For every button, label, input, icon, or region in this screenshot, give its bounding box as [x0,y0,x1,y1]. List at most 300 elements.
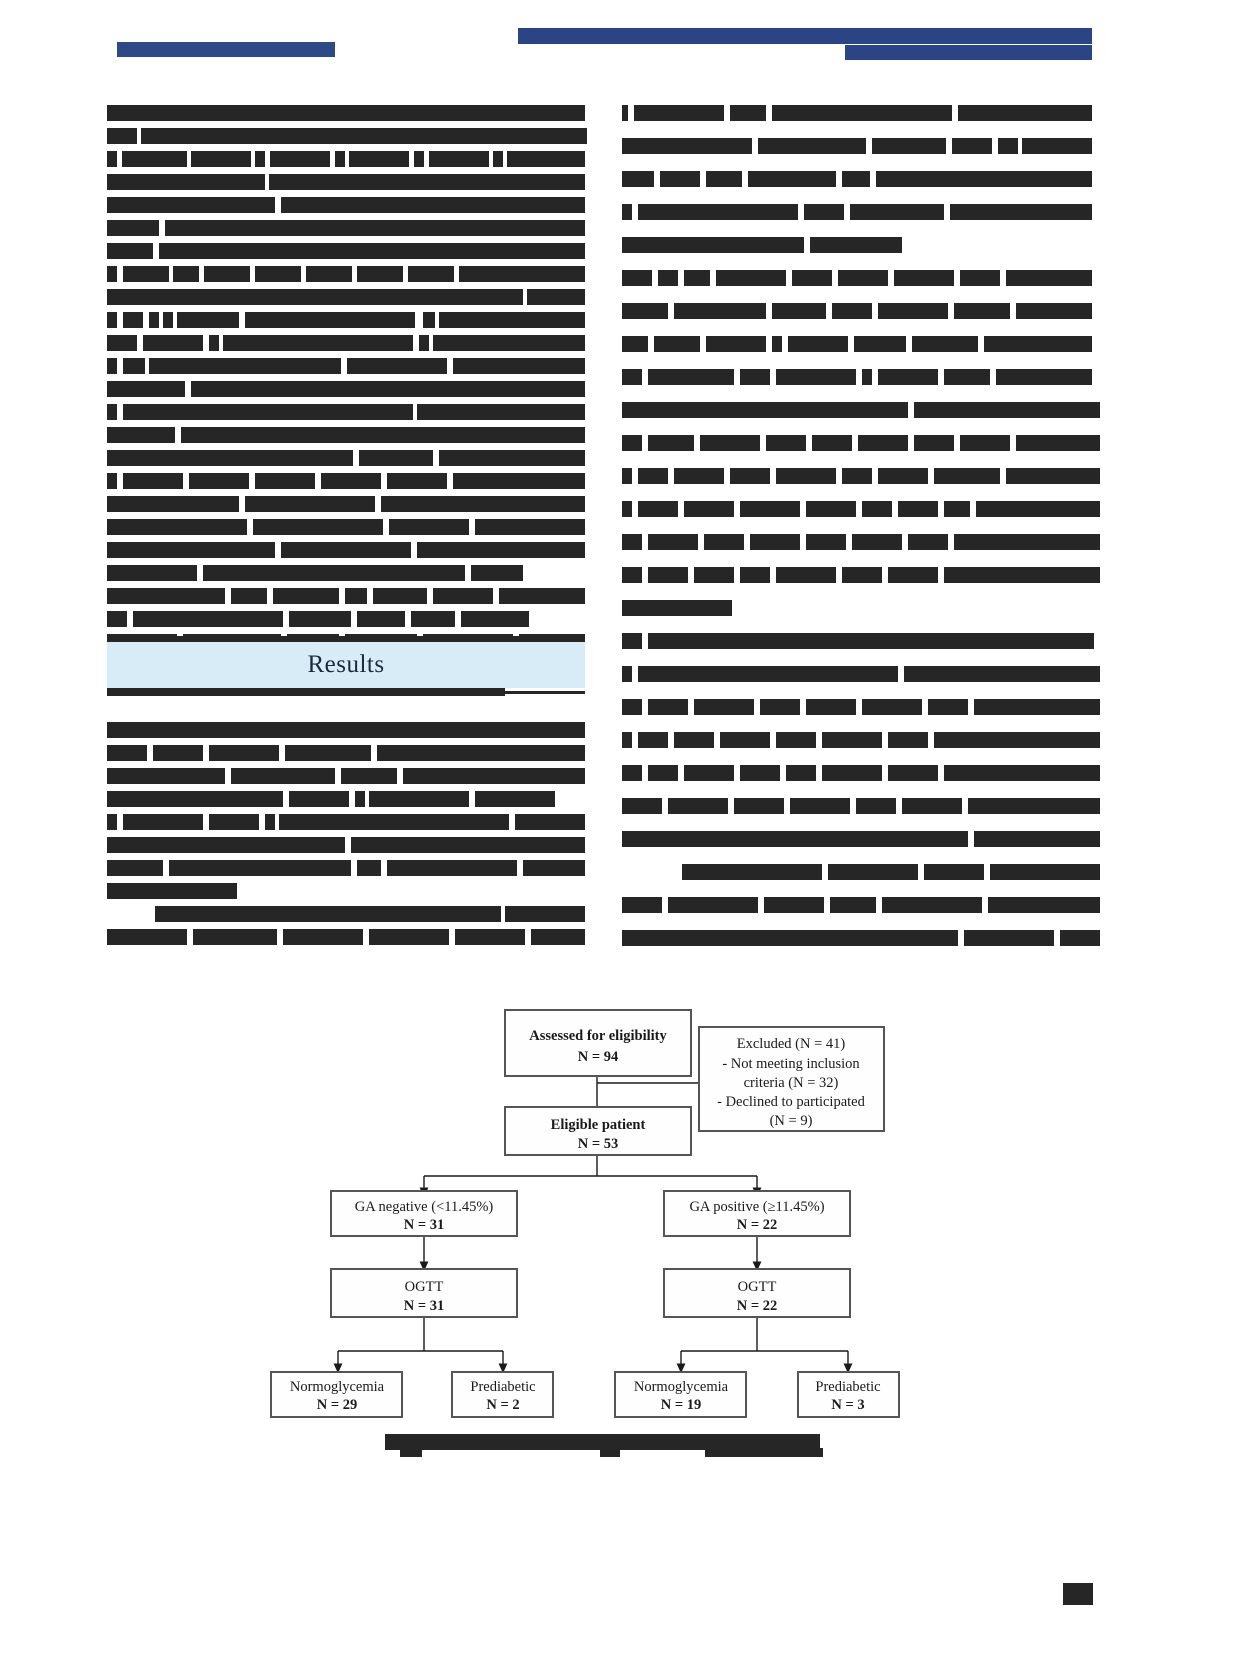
redaction-bar [204,266,250,282]
redaction-bar [888,567,938,583]
redaction-bar [878,369,938,385]
redaction-bar [1016,435,1100,451]
redaction-bar [191,151,251,167]
redaction-bar [684,270,710,286]
redaction-bar [173,266,199,282]
redaction-bar [658,270,678,286]
patient-flow-diagram [0,995,1240,1495]
redaction-bar [660,171,700,187]
redaction-bar [107,151,117,167]
redaction-bar [123,473,183,489]
redaction-bar [684,501,734,517]
redaction-bar [475,791,555,807]
redaction-bar [345,588,367,604]
redacted-text-line [622,501,1100,517]
redaction-bar [285,745,371,761]
redaction-bar [107,496,239,512]
redaction-bar [694,699,754,715]
redaction-bar [107,312,117,328]
redacted-text-line [107,266,585,282]
redaction-bar [269,174,585,190]
redaction-bar [740,567,770,583]
redaction-bar [107,722,585,738]
redaction-bar [998,138,1018,154]
redacted-text-line [622,468,1100,484]
redaction-bar [189,473,249,489]
redaction-bar [750,534,800,550]
redaction-bar [674,303,766,319]
ga-positive-line2: N = 22 [736,1217,778,1233]
redacted-text-line [107,151,585,167]
redacted-text-line [622,567,1100,583]
redacted-text-line [622,534,1100,550]
redaction-bar [705,1448,823,1457]
redaction-bar [255,473,315,489]
redaction-bar [988,897,1100,913]
redaction-bar [107,335,137,351]
redaction-bar [417,404,585,420]
redaction-bar [107,381,185,397]
redaction-bar [764,897,824,913]
redaction-bar [974,831,1100,847]
redaction-bar [123,312,143,328]
redaction-bar [359,450,433,466]
redaction-bar [878,468,928,484]
normo-right-line1: Normoglycemia [633,1379,729,1395]
redaction-bar [766,435,806,451]
redaction-bar [806,501,856,517]
redaction-bar [471,565,523,581]
redaction-bar [123,358,145,374]
ga-positive-line1: GA positive (≥11.45%) [689,1199,825,1215]
redaction-bar [193,929,277,945]
heading-rule-bottom [107,691,585,694]
redaction-bar [776,369,856,385]
redaction-bar [716,270,786,286]
redaction-bar [622,336,648,352]
redaction-bar [792,270,832,286]
redacted-text-line [107,427,585,443]
redaction-bar [419,335,429,351]
redacted-text-line [107,837,585,853]
redaction-bar [806,699,856,715]
redaction-bar [349,151,409,167]
redaction-bar [622,600,732,616]
redacted-text-line [107,174,585,190]
redaction-bar [387,473,447,489]
redaction-bar [107,588,225,604]
redaction-bar [674,732,714,748]
redacted-text-line [107,906,585,922]
excluded-line5: (N = 9) [769,1113,813,1129]
right-column [622,105,1100,975]
redaction-bar [904,666,1100,682]
redaction-bar [648,369,734,385]
redaction-bar [107,473,117,489]
redaction-bar [622,105,628,121]
redaction-bar [107,814,117,830]
pre-left-line2: N = 2 [486,1397,520,1413]
redaction-bar [958,105,1092,121]
redaction-bar [107,450,353,466]
redaction-bar [255,266,301,282]
redaction-bar [878,303,948,319]
redaction-bar [283,929,363,945]
redaction-bar [107,404,117,420]
redacted-text-line [622,699,1100,715]
redaction-bar [306,266,352,282]
redaction-bar [622,435,642,451]
redaction-bar [622,501,632,517]
redaction-bar [107,220,159,236]
redacted-text-line [622,402,1100,418]
redaction-bar [858,435,908,451]
figure-caption-redacted [0,1434,1240,1464]
redaction-bar [433,335,585,351]
redaction-bar [191,381,585,397]
flow-box-ga-negative [331,1191,517,1236]
redaction-bar [507,151,585,167]
redacted-text-line [622,765,1100,781]
ga-negative-line1: GA negative (<11.45%) [354,1199,494,1215]
redaction-bar [622,666,632,682]
redaction-bar [209,745,279,761]
redaction-bar [149,312,159,328]
redacted-text-line [622,633,1100,649]
redaction-bar [439,312,585,328]
redaction-bar [622,237,804,253]
redaction-bar [706,171,742,187]
redacted-text-line [622,237,1100,253]
redaction-bar [706,336,766,352]
redaction-bar [141,128,587,144]
redaction-bar [804,204,844,220]
redaction-bar [996,369,1092,385]
ogtt-left-line1: OGTT [404,1279,444,1295]
redaction-bar [960,435,1010,451]
redacted-text-line [622,864,1100,880]
redaction-bar [270,151,330,167]
redaction-bar [828,864,918,880]
redaction-bar [648,567,688,583]
redaction-bar [648,633,1094,649]
page-header [0,0,1240,78]
redacted-text-line [107,519,585,535]
redaction-bar [776,468,836,484]
redaction-bar [253,519,383,535]
redacted-text-line [107,243,585,259]
redaction-bar [974,699,1100,715]
redacted-text-line [107,722,585,738]
redaction-bar [357,266,403,282]
redaction-bar [638,666,898,682]
redaction-bar [842,468,872,484]
redaction-bar [638,204,798,220]
redaction-bar [203,565,465,581]
redaction-bar [351,837,585,853]
redaction-bar [944,369,990,385]
redaction-bar [279,814,509,830]
redaction-bar [952,138,992,154]
redaction-bar [321,473,381,489]
redaction-bar [622,402,908,418]
redacted-text-line [107,197,585,213]
redacted-text-line [622,930,1100,946]
redaction-bar [694,567,734,583]
redaction-bar [107,542,275,558]
redaction-bar [453,473,585,489]
eligible-line2: N = 53 [577,1136,619,1152]
assessed-line1: Assessed for eligibility [529,1028,667,1044]
redacted-text-line [107,860,585,876]
redaction-bar [648,765,678,781]
redacted-text-line [107,814,585,830]
redacted-text-line [107,496,585,512]
normo-right-line2: N = 19 [660,1397,702,1413]
redaction-bar [622,369,642,385]
redaction-bar [944,501,970,517]
redaction-bar [888,732,928,748]
redaction-bar [107,768,225,784]
redaction-bar [163,312,173,328]
excluded-line3: criteria (N = 32) [743,1075,839,1091]
redaction-bar [1016,303,1092,319]
redaction-bar [107,427,175,443]
redaction-bar [423,312,435,328]
redaction-bar [622,171,654,187]
header-left-citation-redacted [117,42,335,57]
redaction-bar [622,468,632,484]
normo-left-line1: Normoglycemia [289,1379,385,1395]
redaction-bar [123,266,169,282]
redaction-bar [882,897,982,913]
redaction-bar [475,519,585,535]
redaction-bar [149,358,341,374]
redaction-bar [414,151,424,167]
redacted-text-line [622,369,1100,385]
redacted-text-line [107,473,585,489]
redaction-bar [912,336,978,352]
redaction-bar [377,745,585,761]
redaction-bar [934,468,1000,484]
redaction-bar [634,105,724,121]
redaction-bar [143,335,203,351]
header-journal-info-redacted [845,45,1092,60]
redaction-bar [369,929,449,945]
redaction-bar [523,860,585,876]
redaction-bar [872,138,946,154]
redaction-bar [107,358,117,374]
redacted-text-line [622,732,1100,748]
redaction-bar [730,468,770,484]
ogtt-right-line2: N = 22 [736,1298,778,1314]
redaction-bar [265,814,275,830]
redaction-bar [107,791,283,807]
redaction-bar [122,151,182,167]
redacted-text-line [107,542,585,558]
redaction-bar [682,864,822,880]
redaction-bar [888,765,938,781]
redaction-bar [245,312,415,328]
redaction-bar [776,732,816,748]
redaction-bar [648,534,698,550]
redaction-bar [123,404,413,420]
redaction-bar [704,534,744,550]
redacted-text-line [107,611,585,627]
redaction-bar [281,542,411,558]
redaction-bar [622,765,642,781]
redaction-bar [950,204,1092,220]
flow-box-prediabetic-left [452,1372,553,1417]
redaction-bar [960,270,1000,286]
redaction-bar [944,567,1100,583]
redacted-text-line [622,303,1100,319]
ogtt-left-line2: N = 31 [403,1298,445,1314]
redacted-text-line [107,289,585,305]
article-body [0,105,1240,975]
redaction-bar [862,501,892,517]
redaction-bar [748,171,836,187]
redaction-bar [898,501,938,517]
redaction-bar [411,611,455,627]
redaction-bar [403,768,585,784]
page-number-redacted [1063,1583,1093,1605]
redaction-bar [852,534,902,550]
redaction-bar [772,303,826,319]
redaction-bar [730,105,766,121]
redaction-bar [527,289,585,305]
redaction-bar [648,699,688,715]
redaction-bar [107,128,137,144]
ogtt-right-line1: OGTT [737,1279,777,1295]
redacted-text-line [622,897,1100,913]
header-article-title-redacted [518,28,1092,44]
redaction-bar [622,204,632,220]
redaction-bar [838,270,888,286]
redaction-bar [934,732,1100,748]
redaction-bar [622,897,662,913]
redaction-bar [772,105,952,121]
flow-box-ga-positive [664,1191,850,1236]
redaction-bar [289,611,351,627]
redaction-bar [894,270,954,286]
redaction-bar [830,897,876,913]
redaction-bar [668,798,728,814]
redaction-bar [776,567,836,583]
redaction-bar [1063,1583,1093,1605]
redaction-bar [914,402,1100,418]
redaction-bar [968,798,1100,814]
redacted-text-line [107,105,585,121]
redaction-bar [341,768,397,784]
redacted-text-line [107,565,585,581]
redaction-bar [976,501,1100,517]
redacted-text-line [622,336,1100,352]
redaction-bar [990,864,1100,880]
redaction-bar [107,174,265,190]
redaction-bar [812,435,852,451]
pre-right-line1: Prediabetic [815,1379,881,1395]
flow-box-normoglycemia-left [271,1372,402,1417]
redacted-text-line [107,335,585,351]
redacted-text-line [107,404,585,420]
redaction-bar [231,588,267,604]
pre-left-line1: Prediabetic [470,1379,536,1395]
redaction-bar [439,450,585,466]
redaction-bar [622,567,642,583]
redaction-bar [107,860,163,876]
redaction-bar [289,791,349,807]
redaction-bar [734,798,784,814]
normo-left-line2: N = 29 [316,1397,358,1413]
redaction-bar [806,534,846,550]
flow-box-prediabetic-right [798,1372,899,1417]
redaction-bar [648,435,694,451]
pre-right-line2: N = 3 [831,1397,865,1413]
redaction-bar [854,336,906,352]
redaction-bar [740,501,800,517]
eligible-line1: Eligible patient [550,1117,646,1133]
redacted-text-line [107,768,585,784]
redaction-bar [159,243,585,259]
redacted-text-line [107,128,585,144]
redacted-text-line [622,435,1100,451]
flow-box-eligible [505,1107,691,1155]
redaction-bar [622,732,632,748]
redaction-bar [505,906,585,922]
redaction-bar [459,266,585,282]
redaction-bar [810,237,902,253]
redaction-bar [850,204,944,220]
redaction-bar [181,427,585,443]
redaction-bar [1006,270,1092,286]
redaction-bar [622,930,958,946]
redaction-bar [107,611,127,627]
redaction-bar [389,519,469,535]
redaction-bar [822,765,882,781]
flow-box-normoglycemia-right [615,1372,746,1417]
assessed-line2: N = 94 [577,1049,619,1065]
redaction-bar [245,496,375,512]
redaction-bar [788,336,848,352]
excluded-line2: - Not meeting inclusion [722,1056,860,1072]
redaction-bar [668,897,758,913]
redaction-bar [856,798,896,814]
redaction-bar [107,565,197,581]
redaction-bar [842,171,870,187]
redaction-bar [902,798,962,814]
redaction-bar [123,814,203,830]
redaction-bar [638,501,678,517]
redaction-bar [153,745,203,761]
redaction-bar [984,336,1092,352]
redaction-bar [461,611,529,627]
redaction-bar [355,791,365,807]
redaction-bar [255,151,265,167]
redaction-bar [408,266,454,282]
redaction-bar [954,534,1100,550]
redaction-bar [165,220,585,236]
redaction-bar [622,303,668,319]
redaction-bar [622,831,968,847]
redaction-bar [107,266,117,282]
redaction-bar [790,798,850,814]
flow-box-assessed [505,1010,691,1076]
redaction-bar [928,699,968,715]
redaction-bar [700,435,760,451]
redaction-bar [1006,468,1100,484]
redacted-text-line [622,171,1100,187]
